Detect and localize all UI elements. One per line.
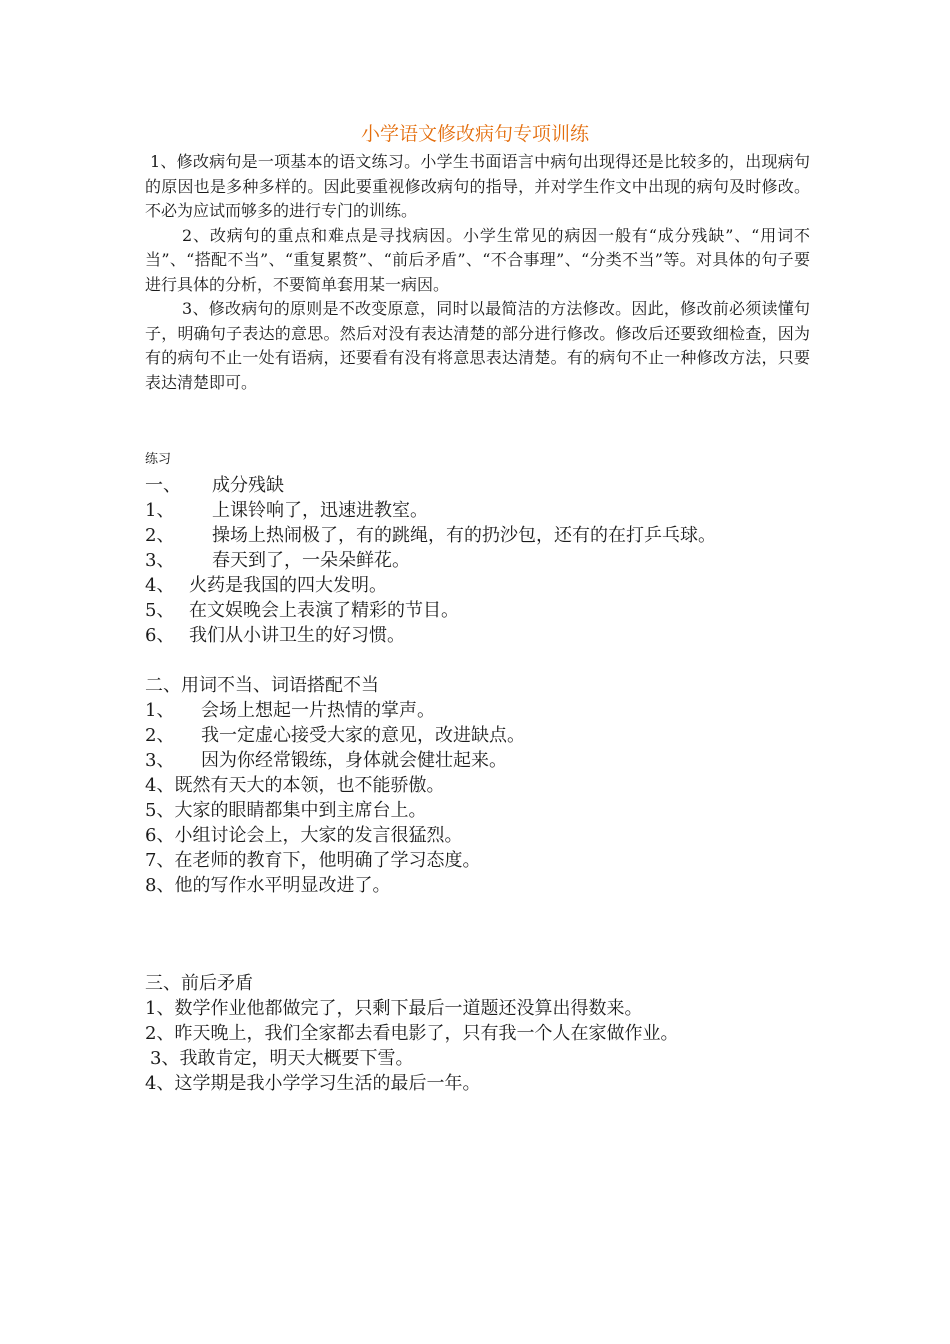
item-text: 数学作业他都做完了，只剩下最后一道题还没算出得数来。 <box>174 998 643 1019</box>
item-number: 6、 <box>145 825 175 846</box>
item-text: 我一定虚心接受大家的意见，改进缺点。 <box>201 725 525 746</box>
item-text: 大家的眼睛都集中到主席台上。 <box>174 800 427 821</box>
exercise-item <box>145 798 825 823</box>
item-number: 5、 <box>145 800 175 821</box>
item-text: 操场上热闹极了，有的跳绳，有的扔沙包，还有的在打乒乓球。 <box>212 525 716 546</box>
item-text: 上课铃响了，迅速进教室。 <box>212 500 428 521</box>
item-text: 在老师的教育下，他明确了学习态度。 <box>174 850 481 871</box>
exercise-item <box>145 773 825 798</box>
item-text: 会场上想起一片热情的掌声。 <box>201 700 435 721</box>
section-improper-words <box>145 673 825 898</box>
item-text: 因为你经常锻练，身体就会健壮起来。 <box>201 750 507 771</box>
item-text: 小组讨论会上，大家的发言很猛烈。 <box>174 825 463 846</box>
exercise-item <box>145 996 825 1021</box>
exercise-item <box>145 1046 825 1071</box>
section-incomplete-components <box>145 473 825 648</box>
exercise-item <box>145 873 825 898</box>
item-number: 2、 <box>145 1023 175 1044</box>
item-text: 他的写作水平明显改进了。 <box>174 875 391 896</box>
item-text: 昨天晚上，我们全家都去看电影了，只有我一个人在家做作业。 <box>174 1023 679 1044</box>
item-number: 3、 <box>145 550 175 571</box>
exercise-item <box>145 748 825 773</box>
exercise-item <box>145 1021 825 1046</box>
item-number: 1、 <box>145 700 175 721</box>
item-number: 6、 <box>145 625 175 646</box>
exercise-item <box>145 623 825 648</box>
item-number: 1、 <box>145 500 175 521</box>
item-number: 8、 <box>145 875 175 896</box>
item-text: 我敢肯定，明天大概要下雪。 <box>179 1048 414 1069</box>
intro-paragraph-2: 2、改病句的重点和难点是寻找病因。小学生常见的病因一般有“成分残缺”、“用词不当”、“搭配不当”、“重复累赘”、“前后矛盾”、“不合事理”、“分类不当”等。对具体的句子要进行具体的分析，不要简单套用某一病因。 <box>145 225 810 294</box>
exercise-item <box>145 848 825 873</box>
exercise-item <box>145 598 825 623</box>
item-number: 5、 <box>145 600 175 621</box>
item-text: 既然有天大的本领，也不能骄傲。 <box>174 775 445 796</box>
item-text: 我们从小讲卫生的好习惯。 <box>189 625 405 646</box>
exercise-item <box>145 723 825 748</box>
section-contradiction <box>145 971 825 1096</box>
intro-paragraph-3: 3、修改病句的原则是不改变原意，同时以最简洁的方法修改。因此，修改前必须读懂句子，明确句子表达的意思。然后对没有表达清楚的部分进行修改。修改后还要致细检查，因为有的病句不止一处有语病，还要看有没有将意思表达清楚。有的病句不止一种修改方法，只要表达清楚即可。 <box>145 299 810 392</box>
intro-text <box>145 150 810 395</box>
item-number: 1、 <box>145 998 175 1019</box>
practice-label: 练习 <box>145 452 172 467</box>
item-text: 火药是我国的四大发明。 <box>189 575 387 596</box>
exercise-item <box>145 498 825 523</box>
item-number: 4、 <box>145 1073 175 1094</box>
item-text: 春天到了，一朵朵鲜花。 <box>212 550 410 571</box>
item-text: 在文娱晚会上表演了精彩的节目。 <box>189 600 459 621</box>
section-heading <box>145 473 825 498</box>
intro-paragraph-1: 1、修改病句是一项基本的语文练习。小学生书面语言中病句出现得还是比较多的，出现病句的原因也是多种多样的。因此要重视修改病句的指导，并对学生作文中出现的病句及时修改。不必为应试而够多的进行专门的训练。 <box>145 152 810 220</box>
section-heading: 三、前后矛盾 <box>145 973 253 994</box>
item-number: 4、 <box>145 575 175 596</box>
section-heading: 二、用词不当、词语搭配不当 <box>145 675 379 696</box>
item-text: 这学期是我小学学习生活的最后一年。 <box>174 1073 481 1094</box>
item-number: 3、 <box>145 750 175 771</box>
item-number: 7、 <box>145 850 175 871</box>
item-number: 2、 <box>145 725 175 746</box>
exercise-item <box>145 548 825 573</box>
exercise-item <box>145 698 825 723</box>
page-title: 小学语文修改病句专项训练 <box>360 123 589 145</box>
item-number: 3、 <box>150 1048 180 1069</box>
item-number: 2、 <box>145 525 175 546</box>
exercise-item <box>145 573 825 598</box>
exercise-item <box>145 523 825 548</box>
section-number: 一、 <box>145 475 181 496</box>
exercise-item <box>145 1071 825 1096</box>
section-heading-text: 成分残缺 <box>212 475 284 496</box>
exercise-item <box>145 823 825 848</box>
item-number: 4、 <box>145 775 175 796</box>
